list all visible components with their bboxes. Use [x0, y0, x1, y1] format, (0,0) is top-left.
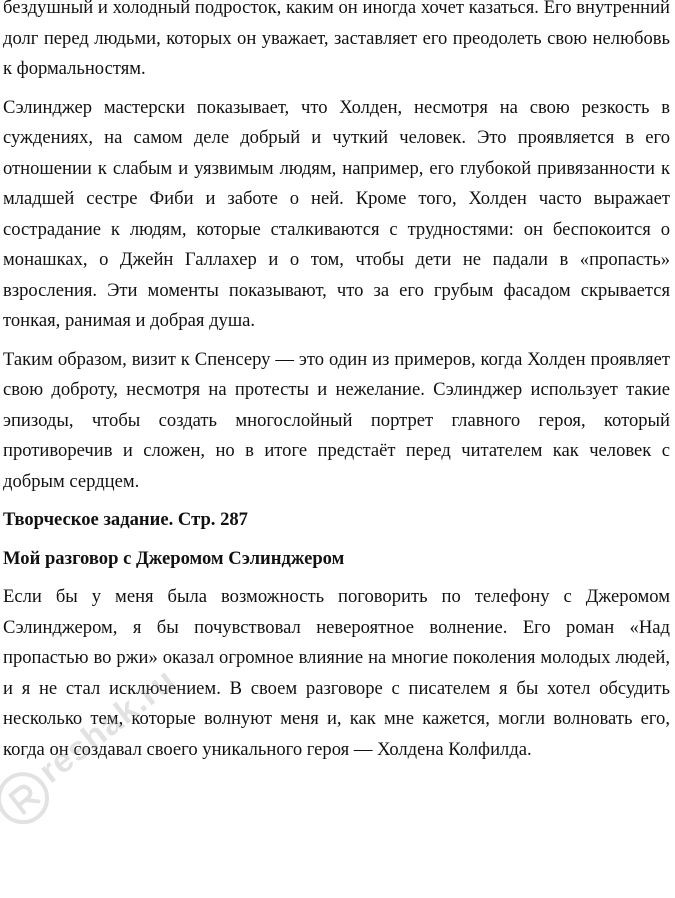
essay-title: Мой разговор с Джеромом Сэлинджером — [3, 547, 345, 569]
paragraph-1: бездушный и холодный подросток, каким он иногда хочет казаться. Его внутренний долг перед людьми, которых он уважает, заставляет его преодолеть свою нелюбовь к формальностям. — [3, 0, 670, 79]
task-heading: Творческое задание. Стр. 287 — [3, 509, 248, 530]
essay-paragraph: Если бы у меня была возможность поговорить по телефону с Джеромом Сэлинджером, я бы почувствовал невероятное волнение. Его роман «Над пропастью во ржи» оказал огромное влияние на многие поколения молодых людей, и я не стал исключением. В своем разговоре с писателем я бы хотел обсудить несколько тем, которые волнуют меня и, как мне кажется, могли волновать его, когда он создавал своего уникального героя — Холдена Колфилда. — [3, 586, 670, 760]
document-page — [3, 0, 670, 773]
paragraph-3: Таким образом, визит к Спенсеру — это один из примеров, когда Холден проявляет свою доброту, несмотря на протесты и нежелание. Сэлинджер использует такие эпизоды, чтобы создать многослойный портрет главного героя, который противоречив и сложен, но в итоге предстаёт перед читателем как человек с добрым сердцем. — [3, 348, 670, 492]
watermark-text: reshak.ru — [31, 660, 183, 791]
paragraph-2: Сэлинджер мастерски показывает, что Холден, несмотря на свою резкость в суждениях, на самом деле добрый и чуткий человек. Это проявляется в его отношении к слабым и уязвимым людям, например, его глубокой привязанности к младшей сестре Фиби и заботе о ней. Кроме того, Холден часто выражает сострадание к людям, которые сталкиваются с трудностями: он беспокоится о монашках, о Джейн Галлахер и о том, чтобы дети не падали в «пропасть» взросления. Эти моменты показывают, что за его грубым фасадом скрывается тонкая, ранимая и добрая душа. — [3, 96, 670, 331]
